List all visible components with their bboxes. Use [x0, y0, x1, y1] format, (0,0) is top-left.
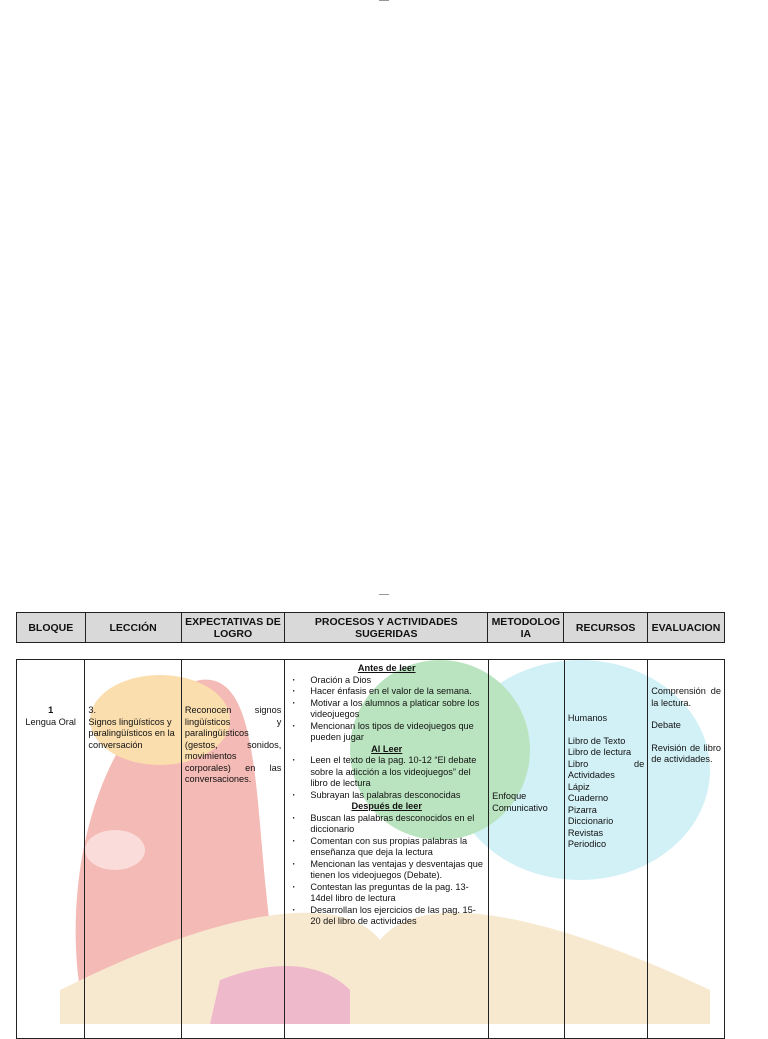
col-procesos: PROCESOS Y ACTIVIDADES SUGERIDAS: [285, 613, 488, 643]
col-evaluacion: EVALUACION: [647, 613, 724, 643]
col-bloque: BLOQUE: [17, 613, 86, 643]
list-item: · Leen el texto de la pag. 10-12 “El debate sobre la adicción a los videojuegos” del libro de lectura: [288, 755, 485, 790]
procesos-cell: [285, 660, 489, 1039]
list-item: · Hacer énfasis en el valor de la semana.: [288, 686, 485, 698]
despues-list: [288, 813, 485, 928]
lesson-table: [16, 659, 725, 1039]
list-item: Comprensión de la lectura.: [651, 686, 721, 708]
list-item: Revisión de libro de actividades.: [651, 742, 721, 764]
list-item: · Subrayan las palabras desconocidas: [288, 790, 485, 802]
expectativa-cell: [181, 660, 284, 1039]
col-recursos: RECURSOS: [564, 613, 648, 643]
list-item: Revistas: [567, 827, 604, 838]
list-item: · Motivar a los alumnos a platicar sobre los videojuegos: [288, 698, 485, 721]
recursos-humanos: Humanos: [567, 713, 608, 723]
page-break-mark: [379, 594, 389, 595]
bloque-cell: [17, 660, 85, 1039]
page-top-mark: [379, 0, 389, 1]
col-expectativas: EXPECTATIVAS DE LOGRO: [181, 613, 285, 643]
metodologia-text: Enfoque Comunicativo: [492, 791, 548, 813]
antes-title: Antes de leer: [357, 663, 416, 673]
al-leer-list: [288, 755, 485, 801]
leccion-cell: [85, 660, 182, 1039]
antes-list: [288, 675, 485, 744]
list-item: · Mencionan los tipos de videojuegos que pueden jugar: [288, 721, 485, 744]
list-item: · Mencionan las ventajas y desventajas que tienen los videojuegos (Debate).: [288, 859, 485, 882]
al-leer-title: Al Leer: [371, 743, 403, 754]
list-item: Debate: [651, 720, 681, 730]
despues-title: Después de leer: [351, 801, 422, 811]
table-row: [17, 660, 725, 1039]
list-item: Libro de lectura: [567, 747, 632, 757]
list-item: Lápiz: [567, 781, 590, 792]
header-table: [16, 612, 725, 643]
list-item: · Desarrollan los ejercicios de las pag. 15-20 del libro de actividades: [288, 905, 485, 928]
list-item: · Comentan con sus propias palabras la enseñanza que deja la lectura: [288, 836, 485, 859]
evaluacion-cell: [648, 660, 725, 1039]
bloque-number: 1: [48, 705, 54, 715]
col-leccion: LECCIÓN: [85, 613, 181, 643]
recursos-cell: [564, 660, 647, 1039]
list-item: Libro de Actividades: [567, 758, 645, 780]
col-metodologia: METODOLOG IA: [488, 613, 564, 643]
list-item: Libro de Texto: [567, 735, 626, 746]
list-item: · Buscan las palabras desconocidos en el diccionario: [288, 813, 485, 836]
bloque-name: Lengua Oral: [25, 716, 76, 727]
list-item: Diccionario: [567, 816, 614, 826]
list-item: Cuaderno: [567, 793, 609, 803]
leccion-number: 3.: [88, 705, 97, 715]
list-item: · Contestan las preguntas de la pag. 13-14del libro de lectura: [288, 882, 485, 905]
list-item: · Oración a Dios: [288, 675, 485, 687]
leccion-title: Signos lingüísticos y paralingüísticos en la conversación: [88, 716, 175, 750]
list-item: Periodico: [567, 839, 607, 849]
metodologia-cell: [489, 660, 565, 1039]
list-item: Pizarra: [567, 804, 597, 815]
expectativa-text: Reconocen signos lingüísticos y paralingüísticos (gestos, sonidos, movimientos corporales) en las conversaciones.: [184, 705, 282, 784]
